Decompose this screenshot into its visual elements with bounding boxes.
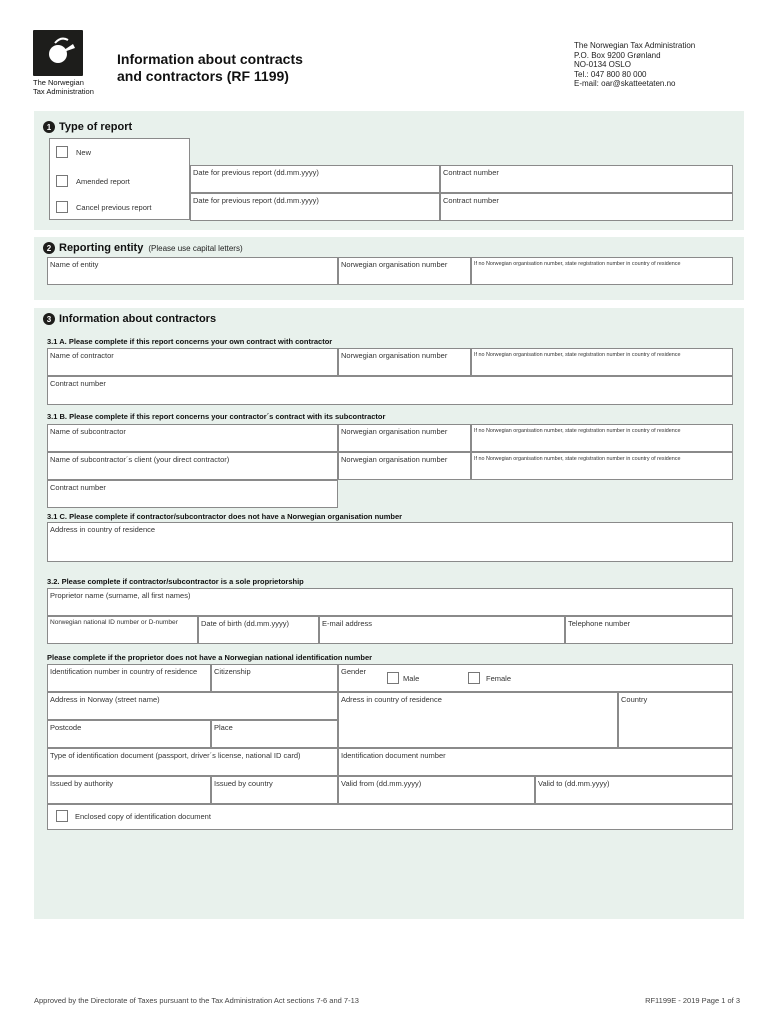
field-label: Telephone number — [568, 619, 631, 628]
field-label: Name of contractor — [50, 351, 114, 360]
field-label: Date of birth (dd.mm.yyyy) — [201, 619, 289, 628]
address-residence-field[interactable] — [338, 692, 618, 748]
issued-by-authority-field[interactable] — [47, 776, 211, 804]
section-title-text: Information about contractors — [59, 313, 217, 325]
enclosed-copy-checkbox[interactable] — [56, 810, 68, 822]
subcontractor-client-foreign-reg-field[interactable] — [471, 452, 733, 480]
address-norway-field[interactable] — [47, 692, 338, 720]
section-number-badge: 1 — [43, 121, 55, 133]
field-label: Norwegian organisation number — [341, 455, 448, 464]
subsection-b-heading: 3.1 B. Please complete if this report concerns your contractor´s contract with its subcontractor — [47, 412, 386, 421]
contractor-name-field[interactable] — [47, 348, 338, 376]
field-label: Citizenship — [214, 667, 251, 676]
footer-page-info: RF1199E - 2019 Page 1 of 3 — [645, 996, 740, 1005]
section-3-title — [43, 313, 216, 325]
logo-text — [33, 78, 113, 96]
field-label: If no Norwegian organisation number, state registration number in country of residence — [474, 352, 681, 358]
field-label: If no Norwegian organisation number, state registration number in country of residence — [474, 261, 681, 267]
field-label: Norwegian organisation number — [341, 260, 448, 269]
place-field[interactable] — [211, 720, 338, 748]
field-label: Norwegian organisation number — [341, 427, 448, 436]
subcontractor-client-org-number-field[interactable] — [338, 452, 471, 480]
amended-report-checkbox[interactable] — [56, 175, 68, 187]
female-checkbox[interactable] — [468, 672, 480, 684]
email-field[interactable] — [319, 616, 565, 644]
amended-contract-number-field[interactable] — [440, 165, 733, 193]
date-of-birth-field[interactable] — [198, 616, 319, 644]
field-label: Norwegian national ID number or D-number — [50, 619, 178, 626]
field-label: Gender — [341, 667, 367, 676]
male-checkbox[interactable] — [387, 672, 399, 684]
field-label: Identification number in country of residence — [50, 667, 198, 676]
field-label: Name of subcontractor´s client (your direct contractor) — [50, 455, 230, 464]
subcontractor-client-name-field[interactable] — [47, 452, 338, 480]
field-label: Address in country of residence — [50, 525, 156, 534]
field-label: Name of entity — [50, 260, 99, 269]
subcontractor-contract-number-field[interactable] — [47, 480, 338, 508]
section-title-text: Reporting entity — [59, 242, 144, 254]
id-number-country-field[interactable] — [47, 664, 211, 692]
field-label: Valid from (dd.mm.yyyy) — [341, 779, 422, 788]
id-document-type-field[interactable] — [47, 748, 338, 776]
entity-org-number-field[interactable] — [338, 257, 471, 285]
contractor-org-number-field[interactable] — [338, 348, 471, 376]
entity-name-field[interactable] — [47, 257, 338, 285]
logo — [33, 30, 83, 76]
field-label: Contract number — [50, 483, 106, 492]
tax-administration-logo-icon — [33, 30, 83, 76]
field-label: Address in Norway (street name) — [50, 695, 160, 704]
field-label: Date for previous report (dd.mm.yyyy) — [193, 168, 319, 177]
contractor-foreign-reg-field[interactable] — [471, 348, 733, 376]
subcontractor-org-number-field[interactable] — [338, 424, 471, 452]
title-line2: and contractors (RF 1199) — [117, 68, 289, 84]
national-id-field[interactable] — [47, 616, 198, 644]
entity-foreign-reg-field[interactable] — [471, 257, 733, 285]
valid-to-field[interactable] — [535, 776, 733, 804]
field-label: Adress in country of residence — [341, 695, 442, 704]
field-label: Valid to (dd.mm.yyyy) — [538, 779, 610, 788]
field-label: Postcode — [50, 723, 82, 732]
address-line: NO-0134 OSLO — [574, 60, 631, 69]
section-reporting-entity — [34, 237, 744, 300]
field-label: Contract number — [443, 196, 499, 205]
address-line: P.O. Box 9200 Grønland — [574, 50, 661, 60]
male-label: Male — [403, 674, 420, 683]
page-title — [117, 51, 357, 85]
field-label: Contract number — [443, 168, 499, 177]
amended-report-label: Amended report — [76, 177, 130, 186]
address-line: E-mail: oar@skatteetaten.no — [574, 79, 676, 88]
country-field[interactable] — [618, 692, 733, 748]
contact-address — [574, 41, 754, 89]
subcontractor-name-field[interactable] — [47, 424, 338, 452]
field-label: Proprietor name (surname, all first names) — [50, 591, 191, 600]
cancel-date-field[interactable] — [190, 193, 440, 221]
footer-approval-text: Approved by the Directorate of Taxes pursuant to the Tax Administration Act sections 7-6 and 7-13 — [34, 996, 359, 1005]
field-label: If no Norwegian organisation number, state registration number in country of residence — [474, 428, 681, 434]
subcontractor-foreign-reg-field[interactable] — [471, 424, 733, 452]
section-number-badge: 2 — [43, 242, 55, 254]
logo-text-line1: The Norwegian — [33, 78, 84, 87]
subsection-proprietorship-heading: 3.2. Please complete if contractor/subcontractor is a sole proprietorship — [47, 577, 304, 586]
amended-date-field[interactable] — [190, 165, 440, 193]
section-title-text: Type of report — [59, 121, 133, 133]
field-label: E-mail address — [322, 619, 373, 628]
id-document-number-field[interactable] — [338, 748, 733, 776]
section-1-title — [43, 121, 132, 133]
contractor-contract-number-field[interactable] — [47, 376, 733, 405]
valid-from-field[interactable] — [338, 776, 535, 804]
address-country-of-residence-field[interactable] — [47, 522, 733, 562]
cancel-report-label: Cancel previous report — [76, 203, 152, 212]
section-note: (Please use capital letters) — [148, 243, 243, 253]
field-label: Date for previous report (dd.mm.yyyy) — [193, 196, 319, 205]
section-2-title — [43, 242, 243, 254]
field-label: Contract number — [50, 379, 106, 388]
logo-text-line2: Tax Administration — [33, 87, 94, 96]
address-line: The Norwegian Tax Administration — [574, 41, 696, 50]
field-label: Country — [621, 695, 648, 704]
section-information-about-contractors — [34, 308, 744, 919]
enclosed-copy-label: Enclosed copy of identification document — [75, 812, 211, 821]
field-label: Type of identification document (passport, driver´s license, national ID card) — [50, 751, 301, 760]
cancel-contract-number-field[interactable] — [440, 193, 733, 221]
address-line: Tel.: 047 800 80 000 — [574, 69, 647, 79]
issued-by-country-field[interactable] — [211, 776, 338, 804]
subsection-c-heading: 3.1 C. Please complete if contractor/subcontractor does not have a Norwegian organisation number — [47, 512, 403, 521]
section-number-badge: 3 — [43, 313, 55, 325]
subsection-a-heading: 3.1 A. Please complete if this report concerns your own contract with contractor — [47, 337, 333, 346]
subsection-no-national-id-heading: Please complete if the proprietor does not have a Norwegian national identification number — [47, 653, 373, 662]
telephone-field[interactable] — [565, 616, 733, 644]
female-label: Female — [486, 674, 512, 683]
postcode-field[interactable] — [47, 720, 211, 748]
new-report-checkbox[interactable] — [56, 146, 68, 158]
field-label: Place — [214, 723, 233, 732]
field-label: Identification document number — [341, 751, 446, 760]
new-report-label: New — [76, 148, 92, 157]
field-label: Name of subcontractor — [50, 427, 126, 436]
field-label: Issued by country — [214, 779, 273, 788]
proprietor-name-field[interactable] — [47, 588, 733, 616]
field-label: If no Norwegian organisation number, state registration number in country of residence — [474, 456, 681, 462]
title-line1: Information about contracts — [117, 51, 303, 67]
field-label: Norwegian organisation number — [341, 351, 448, 360]
field-label: Issued by authority — [50, 779, 113, 788]
citizenship-field[interactable] — [211, 664, 338, 692]
section-type-of-report — [34, 111, 744, 230]
cancel-report-checkbox[interactable] — [56, 201, 68, 213]
